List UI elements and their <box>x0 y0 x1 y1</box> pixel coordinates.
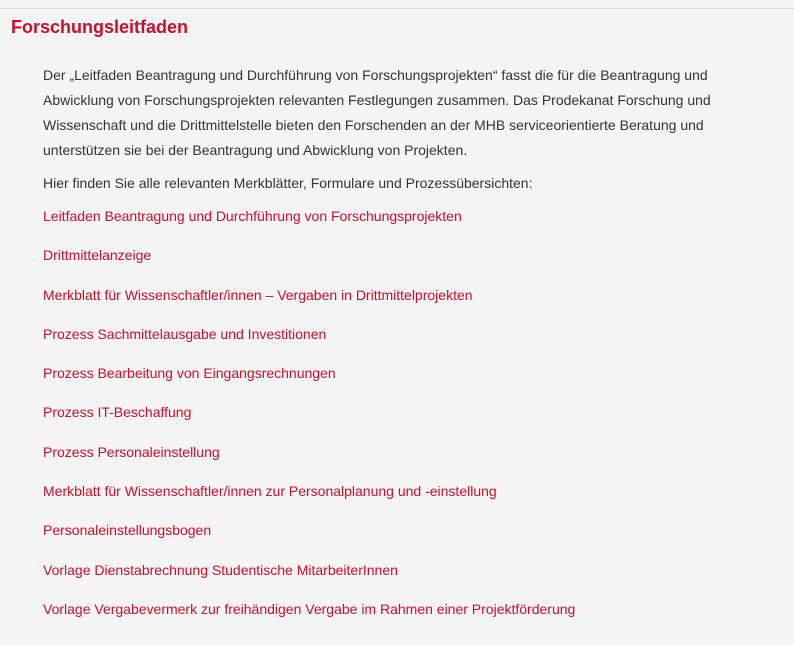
link-prozess-sachmittelausgabe[interactable]: Prozess Sachmittelausgabe und Investitionen <box>43 325 327 342</box>
link-leitfaden[interactable]: Leitfaden Beantragung und Durchführung von Forschungsprojekten <box>43 208 462 224</box>
list-item <box>43 558 773 597</box>
list-item <box>43 518 773 557</box>
link-drittmittelanzeige[interactable]: Drittmittelanzeige <box>43 247 152 264</box>
link-prozess-personaleinstellung[interactable]: Prozess Personaleinstellung <box>43 443 220 460</box>
link-prozess-eingangsrechnungen[interactable]: Prozess Bearbeitung von Eingangsrechnungen <box>43 365 336 382</box>
link-prozess-it-beschaffung[interactable]: Prozess IT-Beschaffung <box>43 404 192 421</box>
lead-paragraph: Hier finden Sie alle relevanten Merkblätter, Formulare und Prozessübersichten: <box>43 175 533 191</box>
top-divider <box>0 8 794 9</box>
list-item <box>43 322 773 361</box>
link-merkblatt-personalplanung[interactable]: Merkblatt für Wissenschaftler/innen zur Personalplanung und -einstellung <box>43 483 497 500</box>
intro-paragraph: Der „Leitfaden Beantragung und Durchführung von Forschungsprojekten“ fasst die für die Beantragung und Abwicklung von Forschungsprojekten relevanten Festlegungen zusammen. Das Prodekanat Forschung und Wissenschaft und die Drittmittelstelle bieten den Forschenden an der MHB serviceorientierte Beratung und unterstützen sie bei der Beantragung und Abwicklung von Projekten. <box>43 67 711 158</box>
list-item <box>43 440 773 479</box>
list-item <box>43 204 773 243</box>
list-item <box>43 283 773 322</box>
list-item <box>43 243 773 282</box>
section-content <box>43 63 773 636</box>
list-item <box>43 361 773 400</box>
link-personaleinstellungsbogen[interactable]: Personaleinstellungsbogen <box>43 522 212 539</box>
link-vorlage-vergabevermerk[interactable]: Vorlage Vergabevermerk zur freihändigen Vergabe im Rahmen einer Projektförderung <box>43 600 576 617</box>
section-title: Forschungsleitfaden <box>11 17 189 37</box>
list-item <box>43 479 773 518</box>
document-link-list <box>43 204 773 636</box>
link-merkblatt-vergaben[interactable]: Merkblatt für Wissenschaftler/innen – Vergaben in Drittmittelprojekten <box>43 286 473 303</box>
list-item <box>43 400 773 439</box>
list-item <box>43 597 773 636</box>
link-vorlage-dienstabrechnung[interactable]: Vorlage Dienstabrechnung Studentische MitarbeiterInnen <box>43 561 398 578</box>
